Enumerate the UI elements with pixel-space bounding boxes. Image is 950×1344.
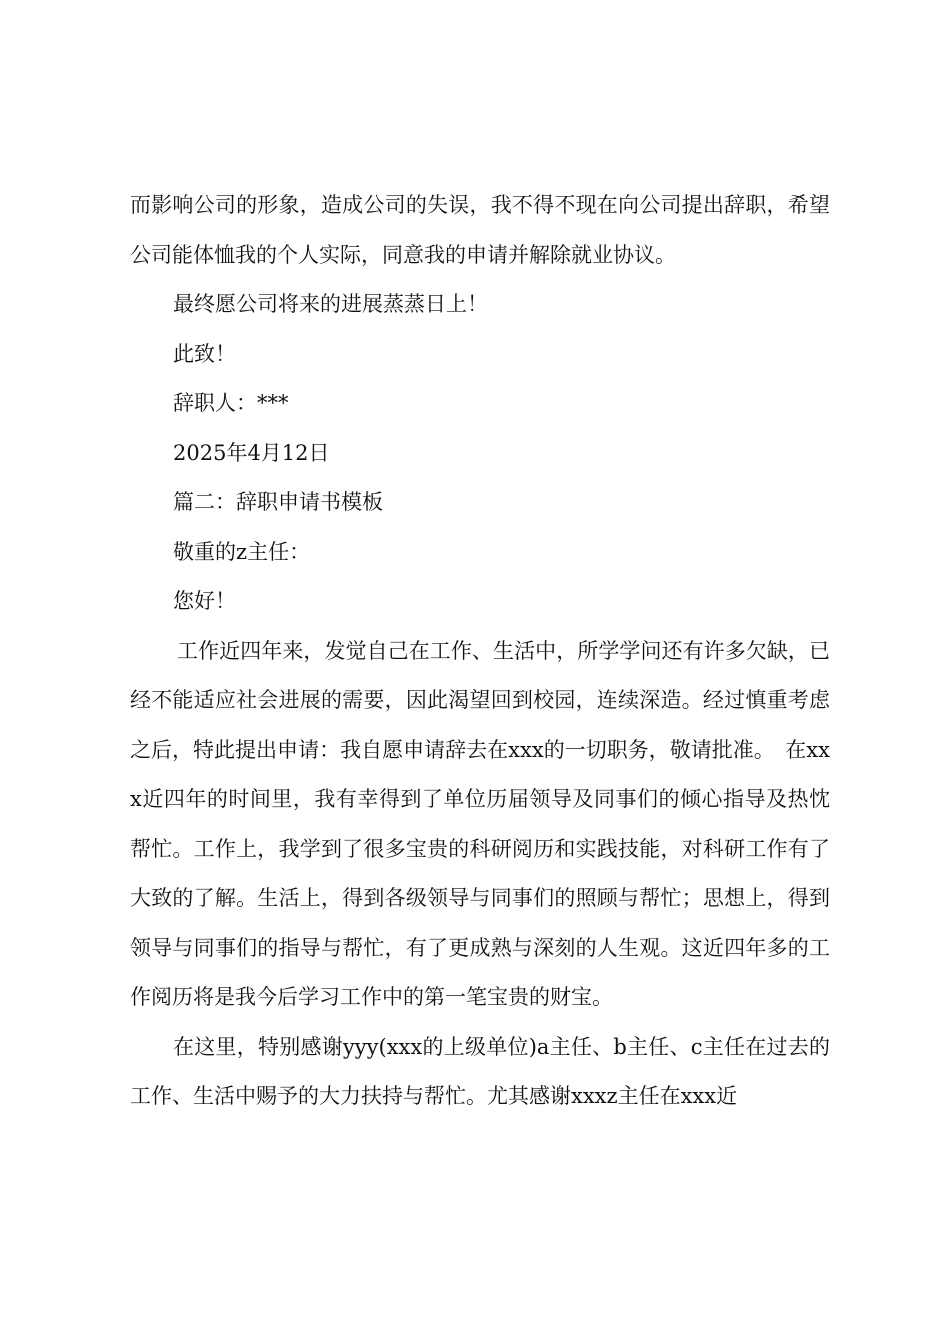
document-body (130, 181, 830, 1122)
paragraph-greeting: 您好！ (173, 589, 236, 613)
paragraph-salutation: 敬重的z主任： (173, 539, 311, 564)
paragraph-wish: 最终愿公司将来的进展蒸蒸日上！ (173, 292, 488, 316)
paragraph-body-thanks: 在这里，特别感谢yyy(xxx的上级单位)a主任、b主任、c主任在过去的工作、生活中赐予的大力扶持与帮忙。尤其感谢xxxz主任在xxx近 (130, 1034, 830, 1108)
section-heading: 篇二：辞职申请书模板 (173, 490, 383, 514)
paragraph-date: 2025年4月12日 (173, 440, 330, 465)
paragraph-body-main: 工作近四年来，发觉自己在工作、生活中，所学学问还有许多欠缺，已经不能适应社会进展的需要，因此渴望回到校园，连续深造。经过慎重考虑之后，特此提出申请：我自愿申请辞去在xxx的一切职务，敬请批准。 在xxx近四年的时间里，我有幸得到了单位历届领导及同事们的倾心指导及热忱帮忙。工作上，我学到了很多宝贵的科研阅历和实践技能，对科研工作有了大致的了解。生活上，得到各级领导与同事们的照顾与帮忙；思想上，得到领导与同事们的指导与帮忙，有了更成熟与深刻的人生观。这近四年多的工作阅历将是我今后学习工作中的第一笔宝贵的财宝。 (130, 638, 830, 1009)
paragraph-continuation: 而影响公司的形象，造成公司的失误，我不得不现在向公司提出辞职，希望公司能体恤我的个人实际，同意我的申请并解除就业协议。 (130, 193, 830, 267)
paragraph-closing: 此致！ (173, 341, 236, 366)
paragraph-signature: 辞职人：*** (173, 391, 289, 415)
